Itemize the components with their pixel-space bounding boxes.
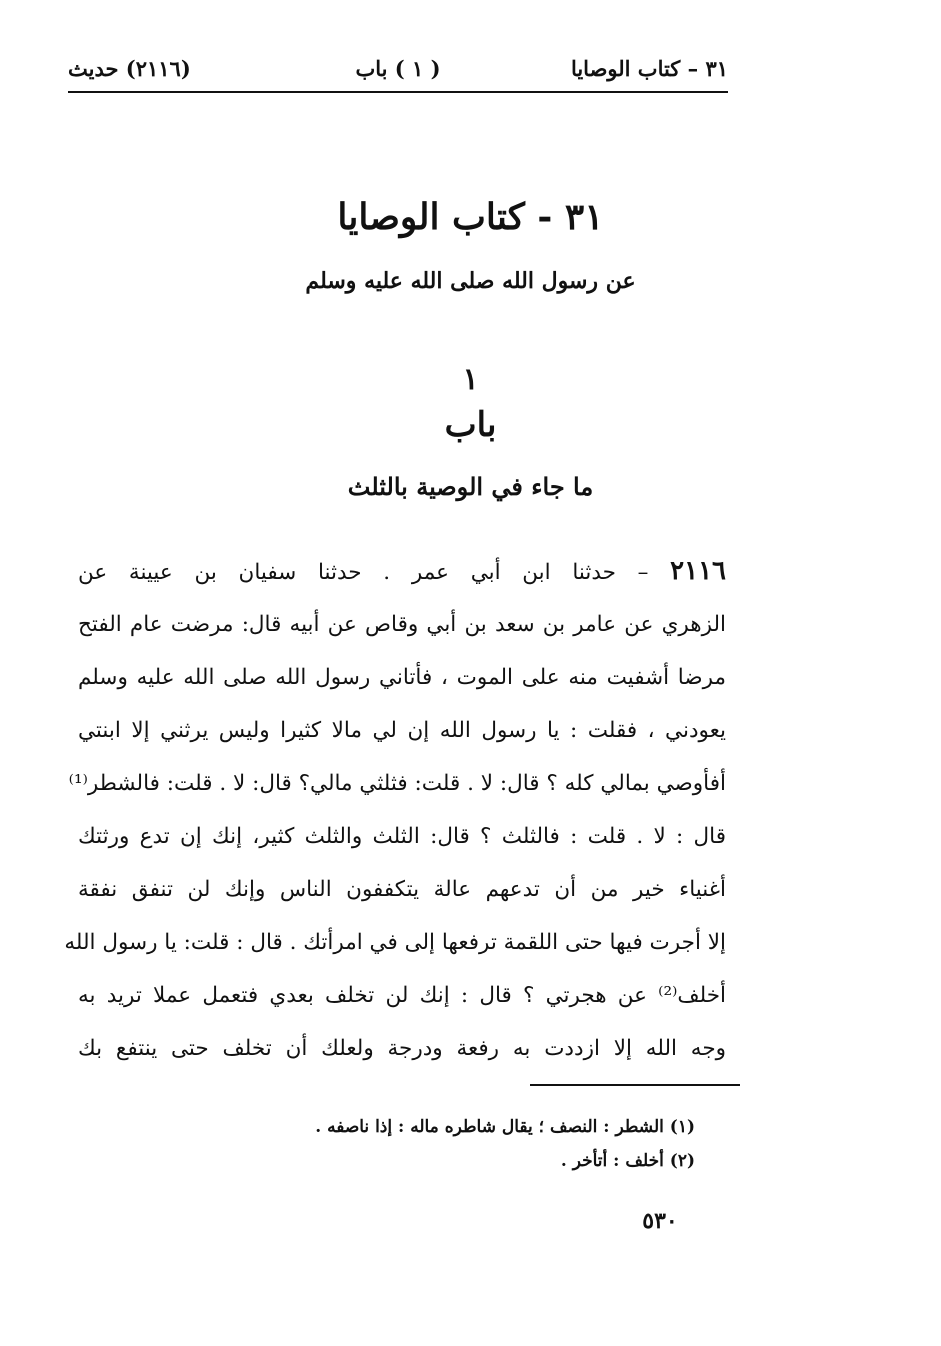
hadith-line: مرضا أشفيت منه على الموت ، فأتاني رسول الله صلى الله عليه وسلم: [78, 665, 726, 690]
header-book-title: ٣١ – كتاب الوصايا: [570, 56, 728, 81]
header-rule: [68, 91, 728, 93]
hadith-line: أغنياء خير من أن تدعهم عالة يتكففون الناس وإنك لن تنفق نفقة: [78, 877, 726, 902]
footnote-1: (١) الشطر : النصف ؛ يقال شاطره ماله : إذا ناصفه .: [315, 1117, 695, 1137]
hadith-line: أفأوصي بمالي كله ؟ قال: لا . قلت: فثلثي مالي؟ قال: لا . قلت: فالشطر⁽¹⁾: [68, 771, 726, 796]
hadith-line: قال : لا . قلت : فالثلث ؟ قال: الثلث والثلث كثير، إنك إن تدع ورثتك: [78, 824, 726, 849]
page-number: ٥٣٠: [642, 1208, 678, 1234]
header-hadith-number: (٢١١٦) حديث: [68, 56, 191, 81]
hadith-line: أخلف⁽²⁾ عن هجرتي ؟ قال : إنك لن تخلف بعدي فتعمل عملا تريد به: [78, 983, 726, 1008]
hadith-line: إلا أجرت فيها حتى اللقمة ترفعها إلى في امرأتك . قال : قلت: يا رسول الله: [64, 930, 726, 955]
hadith-number: ٢١١٦: [670, 556, 726, 586]
hadith-line: الزهري عن عامر بن سعد بن أبي وقاص عن أبيه قال: مرضت عام الفتح: [78, 612, 726, 637]
header-chapter: ( ١ ) باب: [355, 56, 441, 81]
footnote-rule: [530, 1084, 740, 1086]
chapter-label: باب: [444, 405, 497, 445]
chapter-heading: ما جاء في الوصية بالثلث: [347, 472, 594, 501]
footnote-2: (٢) أخلف : أتأخر .: [560, 1151, 695, 1171]
book-subtitle: عن رسول الله صلى الله عليه وسلم: [305, 268, 636, 294]
hadith-line: يعودني ، فقلت : يا رسول الله إن لي مالا كثيرا وليس يرثني إلا ابنتي: [78, 718, 726, 743]
hadith-line: ٢١١٦ – حدثنا ابن أبي عمر . حدثنا سفيان بن عيينة عن: [78, 556, 726, 586]
hadith-text: [64, 545, 726, 1075]
running-header: [68, 48, 728, 88]
footnotes: [315, 1110, 695, 1178]
hadith-line: وجه الله إلا ازددت به رفعة ودرجة ولعلك أن تخلف حتى ينتفع بك: [78, 1036, 726, 1061]
book-title: ٣١ - كتاب الوصايا: [337, 196, 604, 238]
chapter-number: ١: [462, 362, 479, 397]
